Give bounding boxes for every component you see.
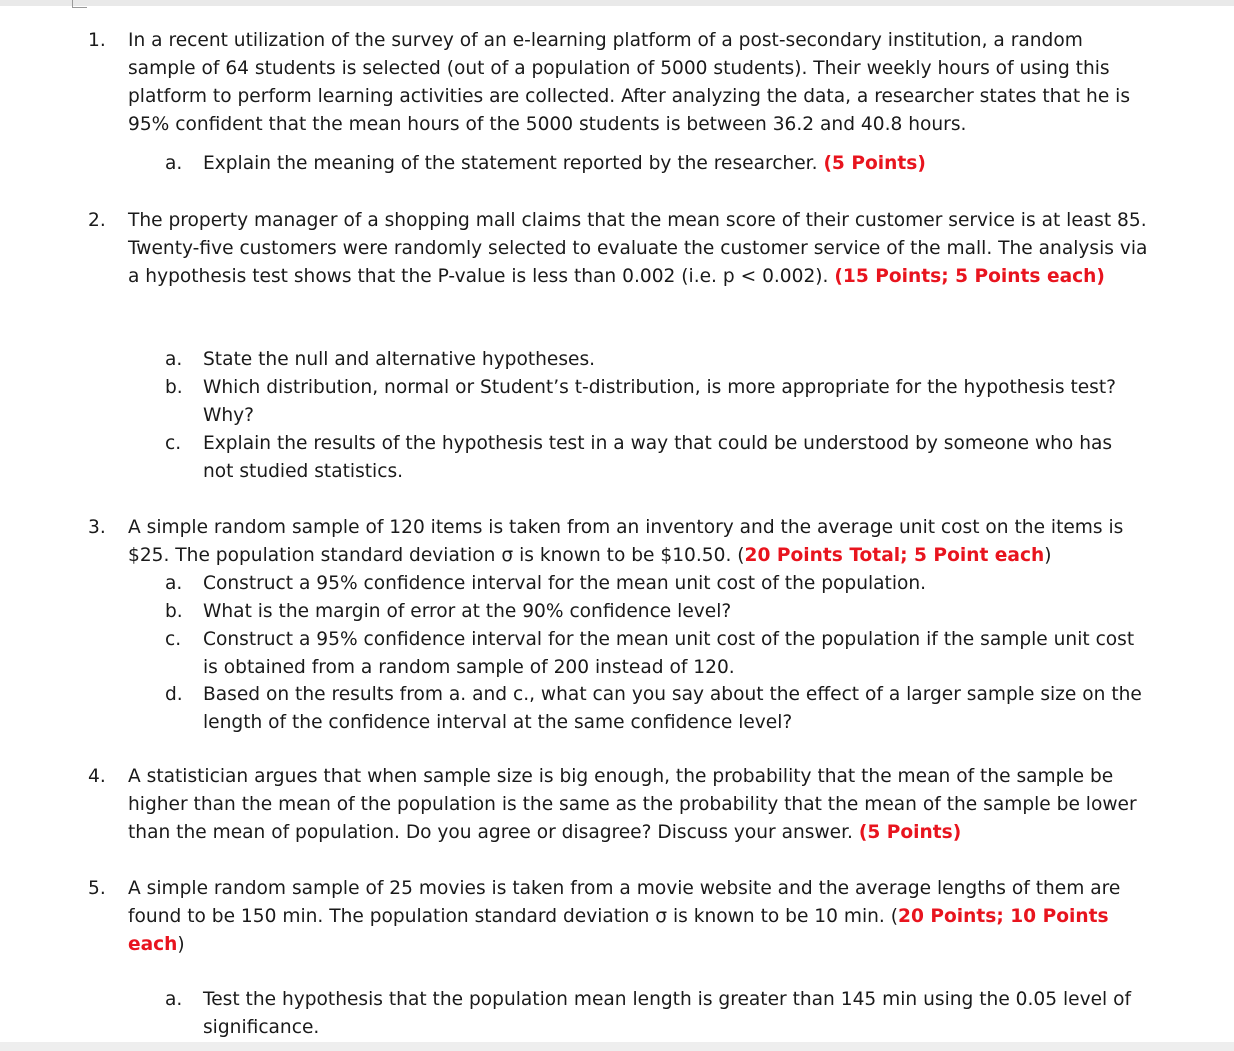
part-text-block (203, 570, 1145, 598)
question-text: A statistician argues that when sample size is big enough, the probability that the mean of the sample be higher than the mean of the population is the same as the probability that the mean of the sample be lower than the mean of population. Do you agree or disagree? Discuss your answer. (128, 766, 1137, 843)
bottom-scroll-bar (0, 1042, 1234, 1051)
question-number: 1. (88, 30, 106, 51)
question-1-part-a (165, 150, 1145, 178)
question-text-block (128, 875, 1148, 959)
points-label: (5 Points) (858, 822, 962, 843)
question-3-part-c (165, 626, 1145, 682)
part-letter: a. (165, 989, 183, 1010)
part-text-block (203, 986, 1145, 1042)
question-3 (88, 514, 1148, 570)
part-text-block (203, 430, 1145, 486)
part-letter: c. (165, 433, 182, 454)
question-2-part-a (165, 346, 1145, 374)
part-letter: a. (165, 349, 183, 370)
points-label: 20 Points Total; 5 Point each (744, 545, 1045, 566)
part-text-block (203, 150, 1145, 178)
question-2-part-c (165, 430, 1145, 486)
part-text: State the null and alternative hypotheses. (203, 349, 596, 370)
question-3-part-b (165, 598, 1145, 626)
part-text: Test the hypothesis that the population mean length is greater than 145 min using the 0.05 level of significance. (203, 989, 1132, 1038)
question-2-part-b (165, 374, 1145, 430)
part-text: Construct a 95% confidence interval for the mean unit cost of the population if the sample unit cost is obtained from a random sample of 200 instead of 120. (203, 629, 1135, 678)
question-5 (88, 875, 1148, 959)
part-text: What is the margin of error at the 90% confidence level? (203, 601, 732, 622)
top-ruler-bar (0, 0, 1234, 6)
question-text-block (128, 207, 1148, 291)
part-text: Which distribution, normal or Student’s t-distribution, is more appropriate for the hypothesis test? Why? (203, 377, 1117, 426)
part-letter: d. (165, 684, 183, 705)
question-1 (88, 27, 1148, 139)
question-4 (88, 763, 1148, 847)
question-text-block (128, 514, 1148, 570)
question-2 (88, 207, 1148, 291)
part-text: Construct a 95% confidence interval for the mean unit cost of the population. (203, 573, 927, 594)
part-letter: c. (165, 629, 182, 650)
question-text: A simple random sample of 120 items is taken from an inventory and the average unit cost on the items is $25. The population standard deviation σ is known to be $10.50. ( (128, 517, 1124, 566)
part-letter: a. (165, 573, 183, 594)
question-text-block (128, 763, 1148, 847)
points-label: (5 Points) (823, 153, 926, 174)
part-text-block (203, 346, 1145, 374)
part-text: Explain the results of the hypothesis test in a way that could be understood by someone who has not studied statistics. (203, 433, 1113, 482)
part-text: Based on the results from a. and c., what can you say about the effect of a larger sample size on the length of the confidence interval at the same confidence level? (203, 684, 1142, 733)
part-letter: b. (165, 601, 183, 622)
question-number: 4. (88, 766, 106, 787)
question-3-part-d (165, 681, 1145, 737)
question-3-part-a (165, 570, 1145, 598)
points-label: 20 Points; 10 Points each (128, 906, 1109, 955)
question-number: 2. (88, 210, 106, 231)
part-text-block (203, 626, 1145, 682)
question-text-block (128, 27, 1148, 139)
part-letter: b. (165, 377, 183, 398)
points-label: (15 Points; 5 Points each) (834, 266, 1105, 287)
question-text: The property manager of a shopping mall claims that the mean score of their customer service is at least 85. Twenty-five customers were randomly selected to evaluate the customer service of the mall. The analysis via a hypothesis test shows that the P-value is less than 0.002 (i.e. p < 0.002). (128, 210, 1148, 287)
question-text: In a recent utilization of the survey of an e-learning platform of a post-secondary institution, a random sample of 64 students is selected (out of a population of 5000 students). Their weekly hours of using this platform to perform learning activities are collected. After analyzing the data, a researcher states that he is 95% confident that the mean hours of the 5000 students is between 36.2 and 40.8 hours. (128, 30, 1131, 135)
part-text-block (203, 681, 1145, 737)
question-number: 5. (88, 878, 106, 899)
part-letter: a. (165, 153, 183, 174)
question-text-suffix: ) (177, 934, 185, 955)
part-text-block (203, 374, 1145, 430)
question-number: 3. (88, 517, 106, 538)
question-5-part-a (165, 986, 1145, 1042)
part-text-block (203, 598, 1145, 626)
page-corner-marker (72, 0, 87, 8)
question-text-suffix: ) (1044, 545, 1052, 566)
question-text: A simple random sample of 25 movies is taken from a movie website and the average lengths of them are found to be 150 min. The population standard deviation σ is known to be 10 min. ( (128, 878, 1121, 927)
part-text: Explain the meaning of the statement reported by the researcher. (203, 153, 818, 174)
